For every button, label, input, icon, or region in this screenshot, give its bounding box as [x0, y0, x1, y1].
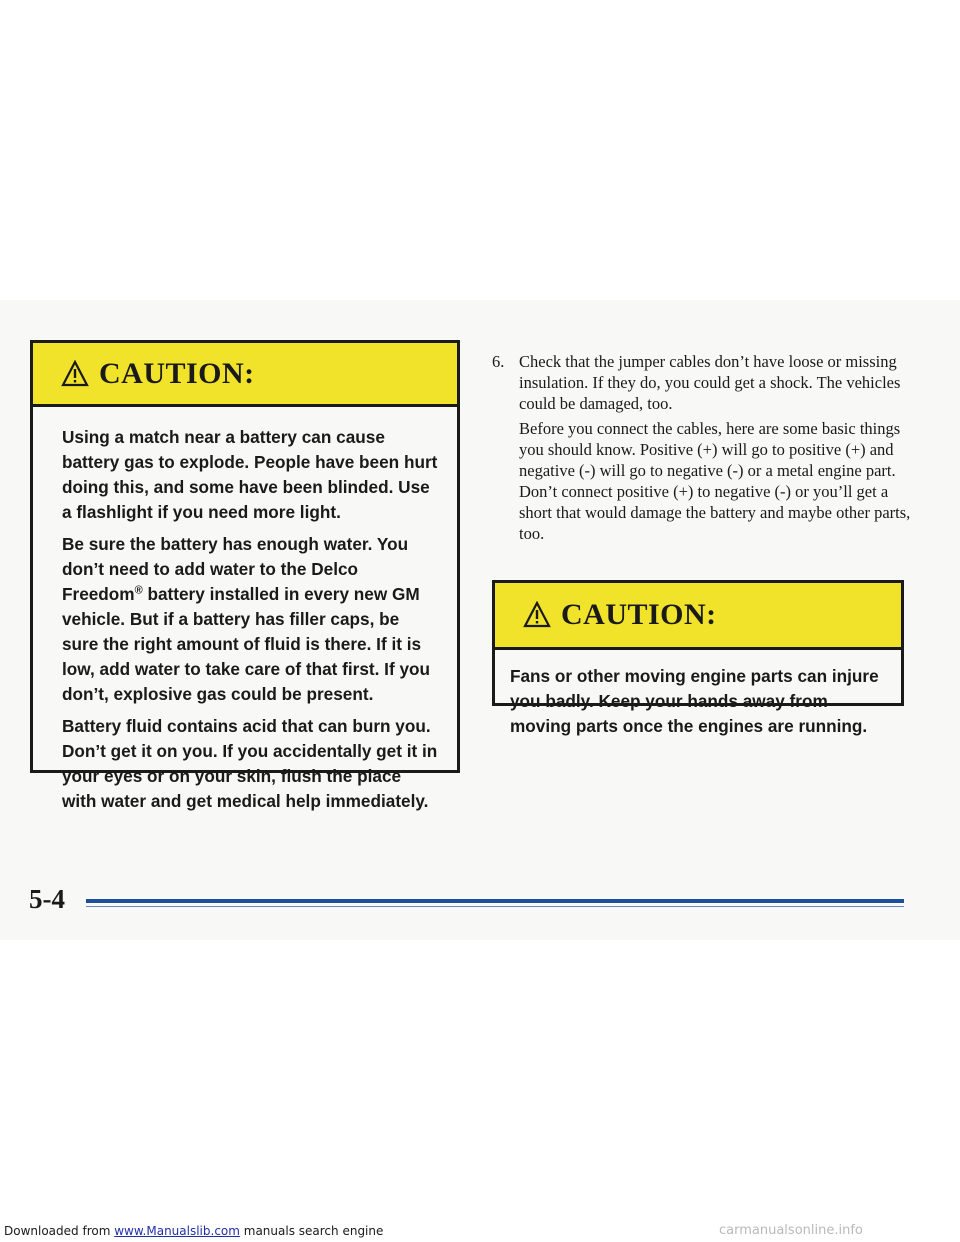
- caution-header: [495, 583, 901, 650]
- download-banner: [4, 1224, 383, 1238]
- registered-mark: ®: [134, 584, 143, 597]
- caution-header: [33, 343, 457, 407]
- step-6: [492, 351, 922, 414]
- caution-body: [495, 650, 901, 739]
- caution-text: Be sure the battery has enough water. You don’t need to add water to the Delco Freedom: [62, 534, 409, 604]
- footer-rule-thin: [86, 906, 904, 907]
- caution-paragraph: Battery fluid contains acid that can burn you. Don’t get it on you. If you accidentally get it in your eyes or on your skin, flush the place with water and get medical help immediately.: [62, 716, 438, 811]
- caution-paragraph: Using a match near a battery can cause battery gas to explode. People have been hurt doing this, and some have been blinded. Use a flashlight if you need more light.: [62, 427, 438, 522]
- caution-heading: CAUTION:: [99, 356, 255, 390]
- step-number: 6.: [492, 352, 505, 371]
- banner-suffix: manuals search engine: [239, 1224, 384, 1238]
- warning-triangle-icon: [61, 360, 89, 388]
- footer-rule: [86, 899, 904, 903]
- caution-box-fans: [492, 580, 904, 736]
- manualslib-link[interactable]: www.Manualslib.com: [114, 1224, 240, 1238]
- caution-text: battery installed in every new GM vehicle. But if a battery has filler caps, be sure the right amount of fluid is there. If it is low, add water to take care of that first. If you don’t, explosive gas could be present.: [62, 584, 431, 704]
- caution-body: [33, 407, 457, 814]
- warning-triangle-icon: [523, 601, 551, 629]
- caution-box-battery: [30, 340, 460, 811]
- caution-paragraph: [62, 532, 439, 707]
- banner-prefix: Downloaded from: [4, 1224, 115, 1238]
- body-paragraph: Before you connect the cables, here are some basic things you should know. Positive (+) will go to positive (+) and negative (-) will go to negative (-) or a metal engine part. Don’t connect positive (+) to negative (-) or you’ll get a short that would damage the battery and maybe other parts, too.: [519, 419, 911, 543]
- caution-heading: CAUTION:: [561, 598, 717, 631]
- watermark: carmanualsonline.info: [719, 1223, 863, 1238]
- caution-paragraph: Fans or other moving engine parts can injure you badly. Keep your hands away from moving parts once the engines are running.: [510, 666, 879, 736]
- step-text: Check that the jumper cables don’t have loose or missing insulation. If they do, you could get a shock. The vehicles could be damaged, too.: [519, 352, 901, 413]
- page-number: 5-4: [29, 884, 65, 914]
